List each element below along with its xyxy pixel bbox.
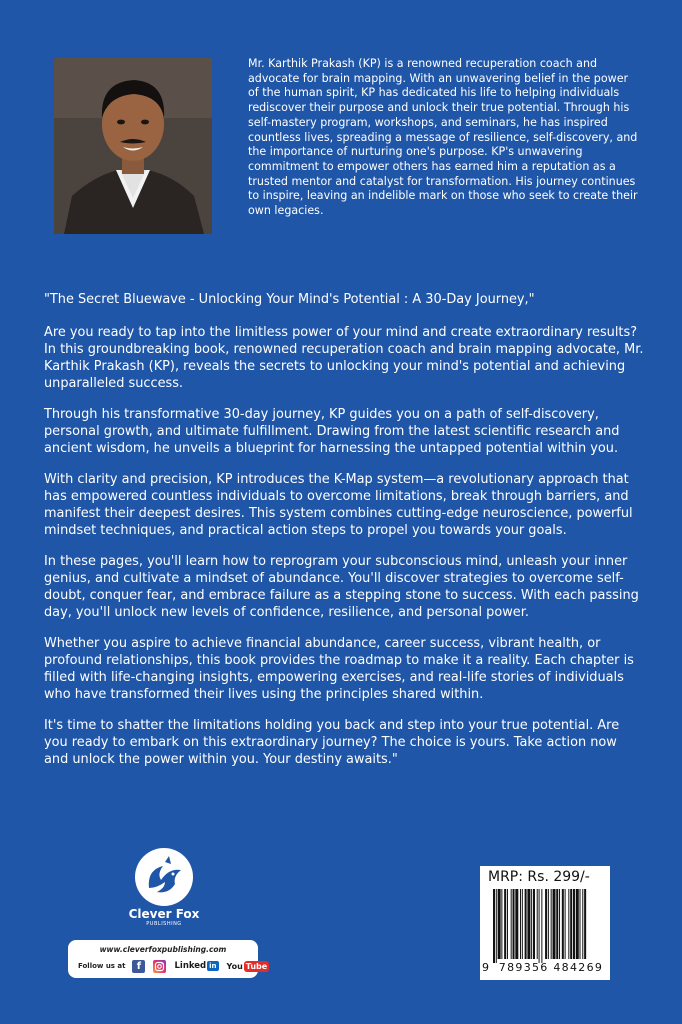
blurb-paragraph: In these pages, you'll learn how to reprogram your subconscious mind, unleash your inner genius, and cultivate a mindset of abundance. You'll discover strategies to overcome self-doubt, conquer fear, and embrace failure as a stepping stone to success. With each passing day, you'll unlock new levels of confidence, resilience, and personal power. — [44, 554, 639, 620]
barcode-bar — [496, 889, 497, 963]
author-portrait-icon — [54, 58, 212, 234]
fox-logo-icon — [135, 848, 193, 906]
barcode-bar — [501, 889, 502, 959]
barcode-bar — [568, 889, 569, 959]
barcode-bar — [541, 889, 542, 963]
blurb-paragraph: Whether you aspire to achieve financial abundance, career success, vibrant health, or profound relationships, this book provides the roadmap to make it a reality. Each chapter is filled with life-changing insights, empowering exercises, and real-life stories of individuals who have transformed their lives using the principles shared within. — [44, 636, 634, 702]
barcode-bar — [525, 889, 527, 959]
barcode-bar — [515, 889, 518, 959]
barcode-bar — [545, 889, 547, 959]
facebook-icon[interactable]: f — [132, 960, 145, 973]
social-row — [78, 959, 269, 973]
barcode-bar — [522, 889, 523, 959]
isbn-first-digit: 9 — [482, 961, 489, 974]
barcode-bar — [539, 889, 540, 963]
barcode-bar — [548, 889, 549, 959]
blurb-paragraph: Are you ready to tap into the limitless power of your mind and create extraordinary results? In this groundbreaking book, renowned recuperation coach and brain mapping advocate, Mr. Karthik Prakash (KP), reveals the secrets to unlocking your mind's potential and achieving unparalleled success. — [44, 325, 644, 391]
barcode-bar — [531, 889, 532, 959]
barcode-bar — [576, 889, 579, 959]
barcode-bar — [513, 889, 515, 959]
barcode-bar — [498, 889, 501, 959]
barcode-bar — [511, 889, 512, 959]
barcode-bar — [562, 889, 564, 959]
linkedin-icon[interactable] — [174, 961, 218, 971]
follow-us-box — [68, 940, 268, 978]
blurb-paragraph: It's time to shatter the limitations holding you back and step into your true potential. Are you ready to embark on this extraordinary journey? The choice is yours. Take action now and unlock the power within you. Your destiny awaits." — [44, 718, 620, 767]
publisher-name: Clever Fox — [128, 907, 200, 921]
publisher-sub: PUBLISHING — [146, 921, 182, 927]
publisher-website-link[interactable]: www.cleverfoxpublishing.com — [99, 945, 227, 954]
author-portrait — [54, 58, 212, 234]
barcode-bar — [559, 889, 560, 959]
author-bio: Mr. Karthik Prakash (KP) is a renowned recuperation coach and advocate for brain mapping. With an unwavering belief in the power of the human spirit, KP has dedicated his life to helping individuals rediscover their purpose and unlock their true potential. Through his self-mastery program, workshops, and seminars, he has inspired countless lives, spreading a message of resilience, self-discovery, and the importance of nurturing one's purpose. KP's unwavering commitment to empower others has earned him a reputation as a trusted mentor and catalyst for transformation. His journey continues to inspire, leaving an indelible mark on those who seek to create their own legacies. — [248, 57, 638, 218]
blurb-paragraph: With clarity and precision, KP introduces the K-Map system—a revolutionary approach that has empowered countless individuals to overcome limitations, break through barriers, and manifest their deepest desires. This system combines cutting-edge neuroscience, powerful mindset techniques, and practical action steps to propel you towards your goals. — [44, 472, 633, 538]
barcode-bar — [527, 889, 530, 959]
mrp-price: MRP: Rs. 299/- — [488, 869, 590, 885]
linkedin-text: Linked — [174, 961, 207, 971]
barcode-bar — [582, 889, 583, 959]
publisher-logo — [118, 848, 210, 927]
barcode-bar — [570, 889, 572, 959]
barcode-bar — [504, 889, 506, 959]
barcode-bar — [537, 889, 538, 959]
barcode-bar — [553, 889, 556, 959]
barcode-bar — [533, 889, 535, 959]
instagram-icon[interactable] — [153, 960, 166, 973]
barcode-icon — [493, 889, 603, 963]
barcode-bar — [551, 889, 552, 959]
barcode-bar — [565, 889, 566, 959]
price-barcode-box — [480, 866, 610, 980]
follow-label: Follow us at — [78, 962, 126, 970]
isbn-digits: 789356 484269 — [498, 961, 604, 974]
book-blurb — [44, 291, 644, 782]
youtube-icon[interactable] — [227, 961, 270, 972]
linkedin-badge: in — [209, 962, 217, 970]
barcode-bar — [573, 889, 575, 959]
barcode-bar — [507, 889, 508, 959]
youtube-text: You — [226, 961, 243, 971]
barcode-bar — [520, 889, 521, 959]
youtube-badge: Tube — [245, 961, 268, 971]
barcode-bar — [579, 889, 580, 959]
barcode-bar — [556, 889, 558, 959]
blurb-paragraph: Through his transformative 30-day journey, KP guides you on a path of self-discovery, personal growth, and ultimate fulfillment. Drawing from the latest scientific research and ancient wisdom, he unveils a blueprint for harnessing the untapped potential within you. — [44, 407, 620, 456]
barcode-bar — [584, 889, 586, 959]
book-title-quote: "The Secret Bluewave - Unlocking Your Mind's Potential : A 30-Day Journey," — [44, 292, 535, 307]
barcode-bar — [493, 889, 495, 963]
